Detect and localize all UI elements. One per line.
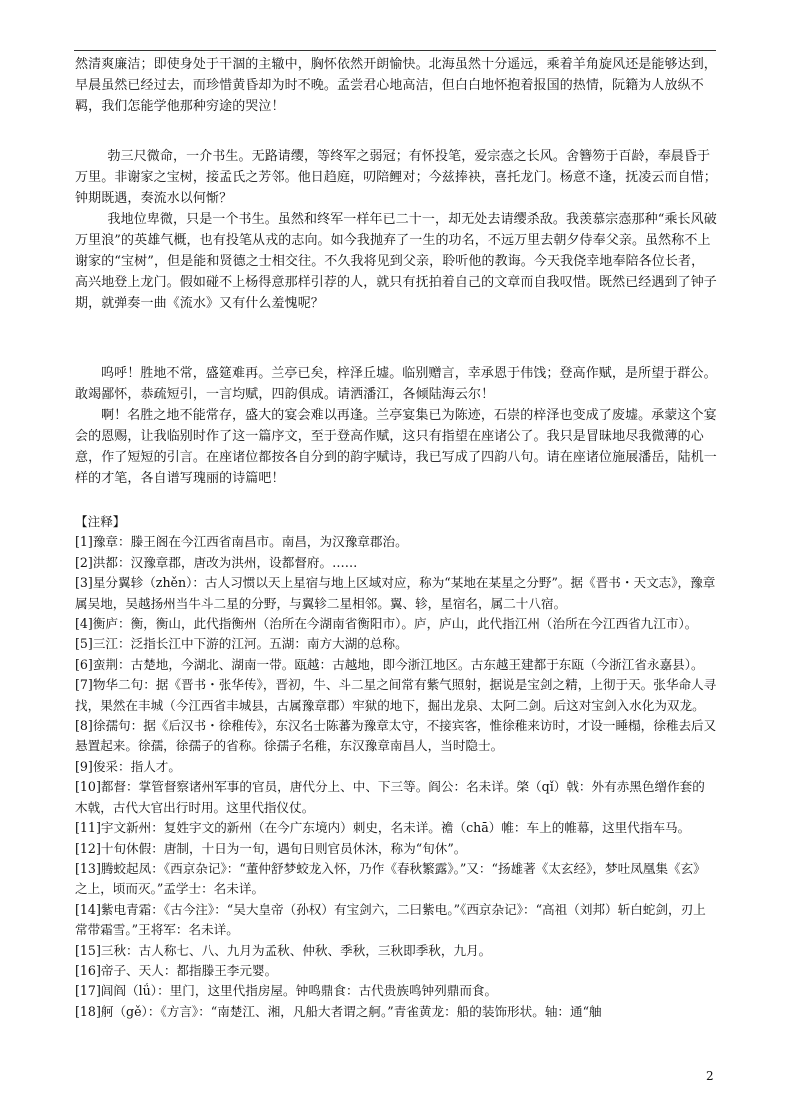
note-item: [6]蛮荆：古楚地，今湖北、湖南一带。瓯越：古越地，即今浙江地区。古东越王建都于东瓯（今浙江省永嘉县）。 (75, 656, 704, 672)
original-text-2: 呜呼！胜地不常，盛筵难再。兰亭已矣，梓泽丘墟。临别赠言，幸承恩于伟饯；登高作赋，是所望于群公。敢竭鄙怀，恭疏短引，一言均赋，四韵俱成。请洒潘江，各倾陆海云尔！ (75, 366, 717, 402)
note-item: [10]都督：掌管督察诸州军事的官员，唐代分上、中、下三等。阎公：名未详。棨（qǐ）戟：外有赤黑色缯作套的木戟，古代大官出行时用。这里代指仪仗。 (75, 779, 705, 815)
note-item: [4]衡庐：衡，衡山，此代指衡州（治所在今湖南省衡阳市）。庐，庐山，此代指江州（治所在今江西省九江市）。 (75, 616, 698, 632)
note-item: [12]十旬休假：唐制，十日为一旬，遇旬日则官员休沐，称为“旬休”。 (75, 840, 467, 856)
notes-section (75, 512, 717, 1022)
section-2 (75, 363, 717, 489)
intro-paragraph: 然清爽廉洁；即使身处于干涸的主辙中，胸怀依然开朗愉快。北海虽然十分遥远，乘着羊角旋风还是能够达到，早晨虽然已经过去，而珍惜黄昏却为时不晚。孟尝君心地高洁，但白白地怀抱着报国的热情，阮籍为人放纵不羁，我们怎能学他那种穷途的哭泣！ (75, 57, 717, 114)
note-item: [7]物华二句：据《晋书・张华传》，晋初，牛、斗二星之间常有紫气照射，据说是宝剑之精，上彻于天。张华命人寻找，果然在丰城（今江西省丰城县，古属豫章郡）牢狱的地下，掘出龙泉、太阿二剑。后这对宝剑入水化为双龙。 (75, 677, 717, 713)
section-1 (75, 146, 717, 314)
header-rule (74, 50, 716, 51)
note-item: [8]徐孺句：据《后汉书・徐稚传》，东汉名士陈蕃为豫章太守，不接宾客，惟徐稚来访时，才设一睡榻，徐稚去后又悬置起来。徐孺，徐孺子的省称。徐孺子名稚，东汉豫章南昌人，当时隐士。 (75, 718, 717, 754)
note-item: [15]三秋：古人称七、八、九月为孟秋、仲秋、季秋，三秋即季秋，九月。 (75, 942, 492, 958)
note-item: [17]闾阎（lǘ）：里门，这里代指房屋。钟鸣鼎食：古代贵族鸣钟列鼎而食。 (75, 983, 498, 999)
intro-paragraph-block (75, 54, 717, 117)
note-item: [9]俊采：指人才。 (75, 758, 181, 774)
note-item: [1]豫章：滕王阁在今江西省南昌市。南昌，为汉豫章郡治。 (75, 534, 408, 550)
page-number: 2 (706, 1069, 714, 1083)
note-item: [2]洪都：汉豫章郡，唐改为洪州，设都督府。…… (75, 554, 358, 570)
original-text-1: 勃三尺微命，一介书生。无路请缨，等终军之弱冠；有怀投笔，爱宗悫之长风。舍簪笏于百龄，奉晨昏于万里。非谢家之宝树，接孟氏之芳邻。他日趋庭，叨陪鲤对；今兹捧袂，喜托龙门。杨意不逢，抚凌云而自惜；钟期既遇，奏流水以何惭？ (75, 149, 717, 206)
note-item: [14]紫电青霜：《古今注》：“吴大皇帝（孙权）有宝剑六，二曰紫电。”《西京杂记》：“高祖（刘邦）斩白蛇剑，刃上常带霜雪。”王将军：名未详。 (75, 901, 706, 938)
note-item: [16]帝子、天人：都指滕王李元婴。 (75, 962, 278, 978)
translation-1: 我地位卑微，只是一个书生。虽然和终军一样年已二十一，却无处去请缨杀敌。我羡慕宗悫那种“乘长风破万里浪”的英雄气概，也有投笔从戎的志向。如今我抛弃了一生的功名，不远万里去朝夕侍奉父亲。虽然称不上谢家的“宝树”，但是能和贤德之士相交往。不久我将见到父亲，聆听他的教诲。今天我侥幸地奉陪各位长者，高兴地登上龙门。假如碰不上杨得意那样引荐的人，就只有抚拍着自己的文章而自我叹惜。既然已经遇到了钟子期，就弹奏一曲《流水》又有什么羞愧呢？ (75, 212, 717, 311)
note-item: [11]宇文新州：复姓宇文的新州（在今广东境内）刺史，名未详。襜（chā）帷：车上的帷幕，这里代指车马。 (75, 820, 691, 836)
note-item: [3]星分翼轸（zhěn）：古人习惯以天上星宿与地上区域对应，称为“某地在某星之分野”。据《晋书・天文志》，豫章属吴地，吴越扬州当牛斗二星的分野，与翼轸二星相邻。翼、轸，星宿名，属二十八宿。 (75, 575, 716, 611)
note-item: [13]腾蛟起凤：《西京杂记》：“董仲舒梦蛟龙入怀，乃作《春秋繁露》。”又：“扬雄著《太玄经》，梦吐凤凰集《玄》之上，顷而灭。”孟学士：名未详。 (75, 860, 706, 897)
notes-heading: 【注释】 (75, 514, 126, 529)
note-item: [18]舸（gě）：《方言》：“南楚江、湘，凡船大者谓之舸。”青雀黄龙：船的装饰形状。轴：通“舳 (75, 1003, 602, 1019)
translation-2: 啊！名胜之地不能常存，盛大的宴会难以再逢。兰亭宴集已为陈迹，石崇的梓泽也变成了废墟。承蒙这个宴会的恩赐，让我临别时作了这一篇序文，至于登高作赋，这只有指望在座诸公了。我只是冒昧地尽我微薄的心意，作了短短的引言。在座诸位都按各自分到的韵字赋诗，我已写成了四韵八句。请在座诸位施展潘岳，陆机一样的才笔，各自谱写瑰丽的诗篇吧！ (75, 408, 717, 486)
note-item: [5]三江：泛指长江中下游的江河。五湖：南方大湖的总称。 (75, 636, 408, 652)
